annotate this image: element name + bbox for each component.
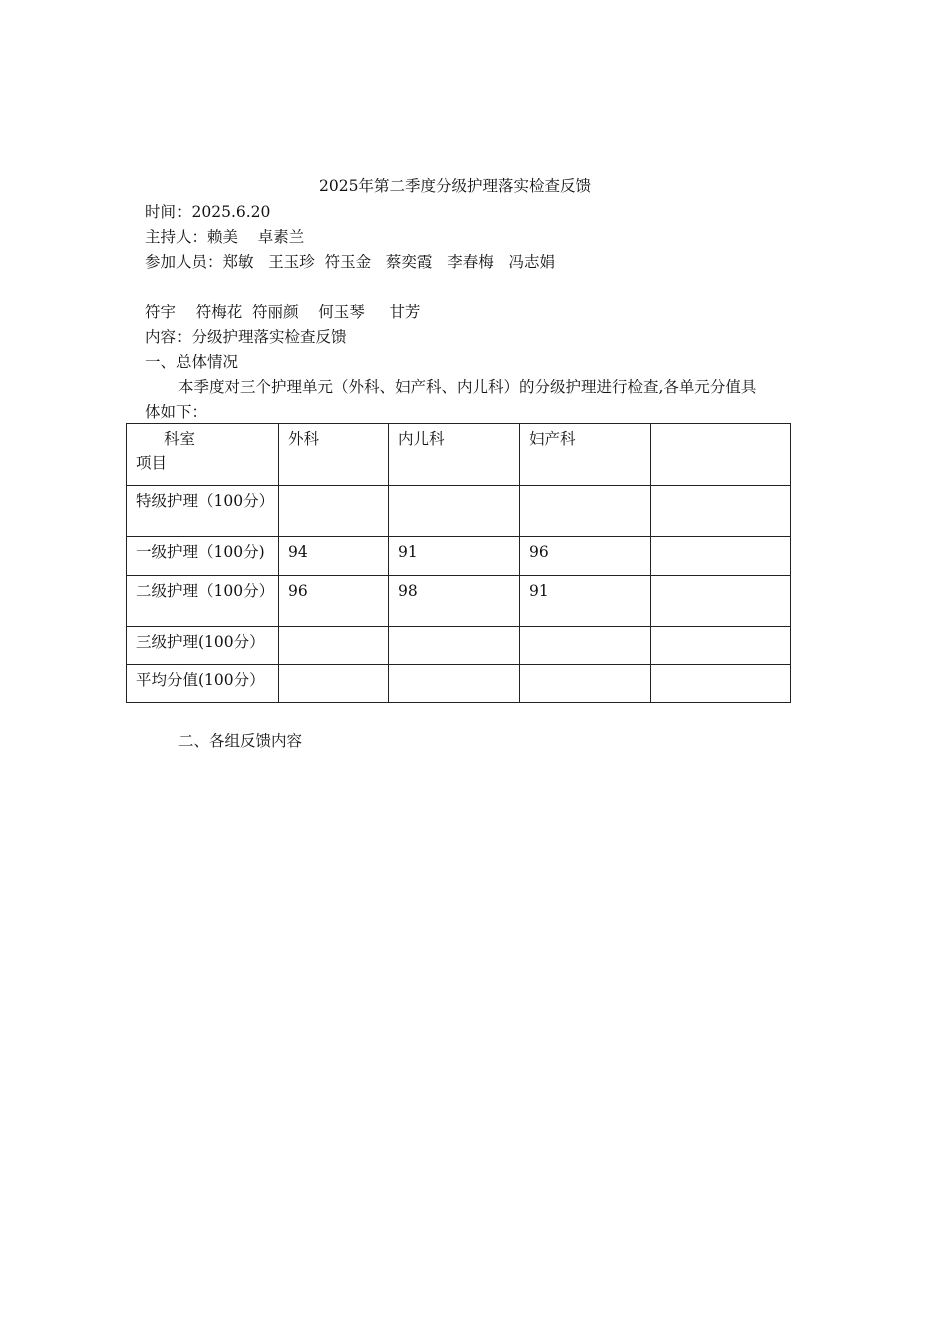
- table-row: [127, 576, 791, 627]
- row-label-average-score: 平均分值(100分）: [127, 665, 279, 703]
- header-dept-label: 科室: [164, 430, 196, 448]
- table-cell: 91: [520, 576, 651, 627]
- table-header-corner-cell: [127, 424, 279, 486]
- table-cell: [520, 665, 651, 703]
- table-row: [127, 537, 791, 576]
- table-cell: [651, 627, 791, 665]
- column-header-internal-pediatrics: 内儿科: [389, 424, 520, 486]
- table-cell: [279, 627, 389, 665]
- column-header-empty: [651, 424, 791, 486]
- table-cell: [520, 627, 651, 665]
- document-title: 2025年第二季度分级护理落实检查反馈: [319, 177, 591, 195]
- table-cell: 96: [520, 537, 651, 576]
- table-row: [127, 486, 791, 537]
- section-1-paragraph-line-2: 体如下：: [145, 403, 208, 421]
- table-header-row: [127, 424, 791, 486]
- header-item-label: 项目: [136, 454, 168, 472]
- table-cell: [389, 627, 520, 665]
- row-label-special-care: 特级护理（100分）: [127, 486, 279, 537]
- participants-line-2: 符宇 符梅花 符丽颜 何玉琴 甘芳: [145, 303, 421, 321]
- table-row: [127, 665, 791, 703]
- table-cell: [651, 537, 791, 576]
- table-cell: [651, 665, 791, 703]
- table-cell: [279, 665, 389, 703]
- participants-line-1: 参加人员：郑敏 王玉珍 符玉金 蔡奕霞 李春梅 冯志娟: [145, 253, 555, 271]
- meeting-content: 内容：分级护理落实检查反馈: [145, 328, 347, 346]
- table-cell: [389, 665, 520, 703]
- table-cell: [651, 486, 791, 537]
- row-label-level-2-care: 二级护理（100分）: [127, 576, 279, 627]
- section-2-heading: 二、各组反馈内容: [178, 732, 303, 750]
- table-cell: [651, 576, 791, 627]
- row-label-level-1-care: 一级护理（100分): [127, 537, 279, 576]
- column-header-obstetrics-gynecology: 妇产科: [520, 424, 651, 486]
- table-cell: [520, 486, 651, 537]
- section-1-paragraph-line-1: 本季度对三个护理单元（外科、妇产科、内儿科）的分级护理进行检查,各单元分值具: [178, 378, 757, 396]
- meeting-time: 时间：2025.6.20: [145, 203, 271, 221]
- table-cell: 98: [389, 576, 520, 627]
- column-header-surgery: 外科: [279, 424, 389, 486]
- section-1-heading: 一、总体情况: [145, 353, 239, 371]
- table-cell: 91: [389, 537, 520, 576]
- table-cell: 94: [279, 537, 389, 576]
- table-cell: [389, 486, 520, 537]
- meeting-host: 主持人：赖美 卓素兰: [145, 228, 305, 246]
- row-label-level-3-care: 三级护理(100分）: [127, 627, 279, 665]
- table-row: [127, 627, 791, 665]
- score-table: [126, 423, 791, 703]
- table-cell: [279, 486, 389, 537]
- table-cell: 96: [279, 576, 389, 627]
